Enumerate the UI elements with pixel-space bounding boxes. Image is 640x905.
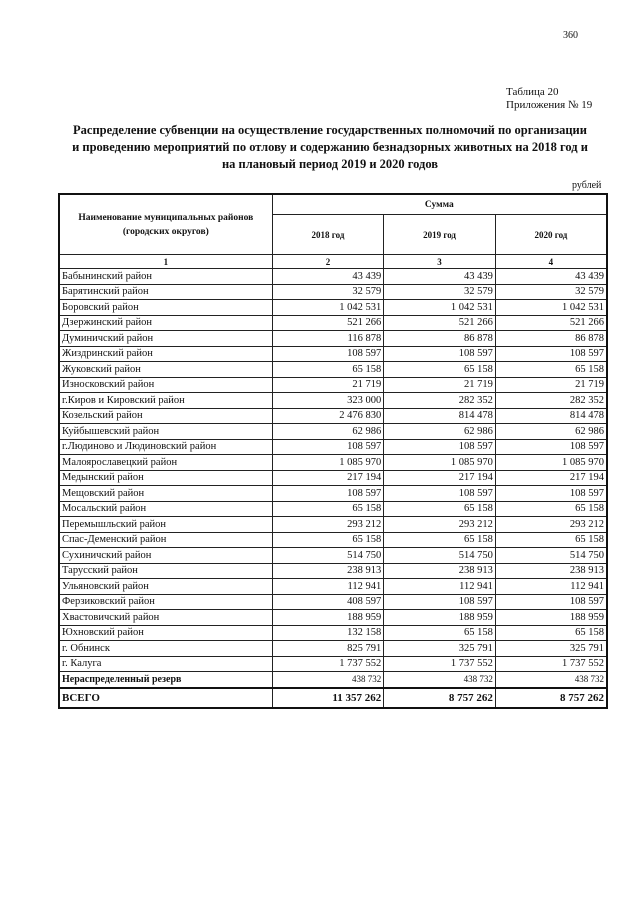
table-row <box>59 594 607 610</box>
value-2018: 108 597 <box>272 439 384 455</box>
value-2018: 108 597 <box>272 346 384 362</box>
table-row <box>59 300 607 316</box>
total-2018: 11 357 262 <box>272 688 384 708</box>
table-ref-line1: Таблица 20 <box>506 86 559 98</box>
district-name: г. Калуга <box>59 656 272 672</box>
table-row <box>59 517 607 533</box>
value-2019: 62 986 <box>384 424 496 440</box>
district-name: Сухиничский район <box>59 548 272 564</box>
value-2018: 521 266 <box>272 315 384 331</box>
table-row <box>59 610 607 626</box>
district-name: Барятинский район <box>59 284 272 300</box>
table-row <box>59 269 607 285</box>
district-name: Износковский район <box>59 377 272 393</box>
value-2020: 108 597 <box>495 486 607 502</box>
district-name: Бабынинский район <box>59 269 272 285</box>
value-2020: 217 194 <box>495 470 607 486</box>
value-2019: 65 158 <box>384 625 496 641</box>
value-2019: 65 158 <box>384 501 496 517</box>
table-row <box>59 579 607 595</box>
total-row <box>59 688 607 708</box>
table-row <box>59 625 607 641</box>
value-2020: 65 158 <box>495 532 607 548</box>
value-2019: 814 478 <box>384 408 496 424</box>
table-row <box>59 470 607 486</box>
value-2019: 108 597 <box>384 594 496 610</box>
district-name: Куйбышевский район <box>59 424 272 440</box>
district-name: Хвастовичский район <box>59 610 272 626</box>
district-name: Мосальский район <box>59 501 272 517</box>
value-2020: 293 212 <box>495 517 607 533</box>
total-2019: 8 757 262 <box>384 688 496 708</box>
value-2018: 188 959 <box>272 610 384 626</box>
value-2018: 112 941 <box>272 579 384 595</box>
header-year-2018: 2018 год <box>272 215 384 255</box>
value-2020: 814 478 <box>495 408 607 424</box>
subsidy-table <box>58 193 608 709</box>
district-name: Юхновский район <box>59 625 272 641</box>
column-number: 3 <box>384 255 496 269</box>
header-year-2020: 2020 год <box>495 215 607 255</box>
table-row <box>59 656 607 672</box>
value-2020: 1 042 531 <box>495 300 607 316</box>
value-2019: 521 266 <box>384 315 496 331</box>
value-2018: 32 579 <box>272 284 384 300</box>
value-2018: 217 194 <box>272 470 384 486</box>
table-row <box>59 563 607 579</box>
value-2019: 325 791 <box>384 641 496 657</box>
table-row <box>59 439 607 455</box>
table-row <box>59 362 607 378</box>
district-name: Жуковский район <box>59 362 272 378</box>
value-2018: 65 158 <box>272 501 384 517</box>
value-2019: 1 085 970 <box>384 455 496 471</box>
district-name: Медынский район <box>59 470 272 486</box>
page-number: 360 <box>563 30 578 41</box>
table-row <box>59 284 607 300</box>
district-name: Мещовский район <box>59 486 272 502</box>
value-2018: 116 878 <box>272 331 384 347</box>
header-year-2019: 2019 год <box>384 215 496 255</box>
district-name: Дзержинский район <box>59 315 272 331</box>
table-row <box>59 641 607 657</box>
district-name: Перемышльский район <box>59 517 272 533</box>
value-2019: 1 042 531 <box>384 300 496 316</box>
reserve-2020: 438 732 <box>495 672 607 688</box>
value-2019: 65 158 <box>384 362 496 378</box>
value-2020: 43 439 <box>495 269 607 285</box>
district-name: Жиздринский район <box>59 346 272 362</box>
value-2020: 108 597 <box>495 439 607 455</box>
header-municipality: Наименование муниципальных районов (городских округов) <box>59 194 272 255</box>
value-2018: 2 476 830 <box>272 408 384 424</box>
table-row <box>59 393 607 409</box>
value-2019: 282 352 <box>384 393 496 409</box>
table-ref-line2: Приложения № 19 <box>506 99 593 111</box>
value-2020: 108 597 <box>495 346 607 362</box>
district-name: Боровский район <box>59 300 272 316</box>
value-2018: 1 085 970 <box>272 455 384 471</box>
document-title: Распределение субвенции на осуществление государственных полномочий по организации и проведению мероприятий по отлову и содержанию безнадзорных животных на 2018 год и на плановый период 2019 и 2020 годов <box>72 123 588 171</box>
reserve-row <box>59 672 607 688</box>
value-2018: 62 986 <box>272 424 384 440</box>
value-2020: 1 737 552 <box>495 656 607 672</box>
value-2018: 1 737 552 <box>272 656 384 672</box>
header-sum: Сумма <box>272 194 607 215</box>
table-row <box>59 424 607 440</box>
value-2019: 514 750 <box>384 548 496 564</box>
value-2018: 293 212 <box>272 517 384 533</box>
value-2019: 238 913 <box>384 563 496 579</box>
district-name: г.Киров и Кировский район <box>59 393 272 409</box>
column-number: 2 <box>272 255 384 269</box>
table-row <box>59 377 607 393</box>
value-2018: 65 158 <box>272 362 384 378</box>
reserve-2018: 438 732 <box>272 672 384 688</box>
district-name: Ульяновский район <box>59 579 272 595</box>
value-2018: 21 719 <box>272 377 384 393</box>
value-2019: 1 737 552 <box>384 656 496 672</box>
value-2020: 65 158 <box>495 625 607 641</box>
district-name: Малоярославецкий район <box>59 455 272 471</box>
table-row <box>59 486 607 502</box>
value-2019: 108 597 <box>384 439 496 455</box>
district-name: Ферзиковский район <box>59 594 272 610</box>
table-row <box>59 408 607 424</box>
table-row <box>59 548 607 564</box>
value-2018: 65 158 <box>272 532 384 548</box>
district-name: Козельский район <box>59 408 272 424</box>
table-row <box>59 331 607 347</box>
value-2020: 86 878 <box>495 331 607 347</box>
value-2020: 32 579 <box>495 284 607 300</box>
value-2020: 282 352 <box>495 393 607 409</box>
district-name: г.Людиново и Людиновский район <box>59 439 272 455</box>
value-2020: 108 597 <box>495 594 607 610</box>
table-body <box>59 255 607 672</box>
value-2020: 238 913 <box>495 563 607 579</box>
value-2018: 43 439 <box>272 269 384 285</box>
value-2020: 62 986 <box>495 424 607 440</box>
value-2018: 825 791 <box>272 641 384 657</box>
value-2019: 293 212 <box>384 517 496 533</box>
column-number: 1 <box>59 255 272 269</box>
table-reference <box>506 86 592 112</box>
value-2019: 188 959 <box>384 610 496 626</box>
district-name: г. Обнинск <box>59 641 272 657</box>
value-2019: 108 597 <box>384 486 496 502</box>
table-row <box>59 346 607 362</box>
value-2020: 65 158 <box>495 362 607 378</box>
value-2018: 514 750 <box>272 548 384 564</box>
value-2019: 32 579 <box>384 284 496 300</box>
value-2019: 108 597 <box>384 346 496 362</box>
value-2020: 65 158 <box>495 501 607 517</box>
district-name: Думиничский район <box>59 331 272 347</box>
total-2020: 8 757 262 <box>495 688 607 708</box>
column-number-row <box>59 255 607 269</box>
value-2019: 43 439 <box>384 269 496 285</box>
value-2018: 323 000 <box>272 393 384 409</box>
value-2020: 1 085 970 <box>495 455 607 471</box>
total-label: ВСЕГО <box>59 688 272 708</box>
value-2020: 188 959 <box>495 610 607 626</box>
column-number: 4 <box>495 255 607 269</box>
district-name: Тарусский район <box>59 563 272 579</box>
unit-label: рублей <box>572 180 602 191</box>
value-2019: 86 878 <box>384 331 496 347</box>
district-name: Спас-Деменский район <box>59 532 272 548</box>
value-2018: 132 158 <box>272 625 384 641</box>
table-row <box>59 532 607 548</box>
reserve-label: Нераспределенный резерв <box>59 672 272 688</box>
table-row <box>59 455 607 471</box>
table-row <box>59 315 607 331</box>
value-2018: 1 042 531 <box>272 300 384 316</box>
value-2019: 217 194 <box>384 470 496 486</box>
value-2018: 238 913 <box>272 563 384 579</box>
value-2019: 21 719 <box>384 377 496 393</box>
reserve-2019: 438 732 <box>384 672 496 688</box>
value-2020: 521 266 <box>495 315 607 331</box>
value-2019: 112 941 <box>384 579 496 595</box>
value-2020: 21 719 <box>495 377 607 393</box>
value-2018: 408 597 <box>272 594 384 610</box>
table-row <box>59 501 607 517</box>
value-2019: 65 158 <box>384 532 496 548</box>
value-2018: 108 597 <box>272 486 384 502</box>
value-2020: 112 941 <box>495 579 607 595</box>
value-2020: 325 791 <box>495 641 607 657</box>
value-2020: 514 750 <box>495 548 607 564</box>
